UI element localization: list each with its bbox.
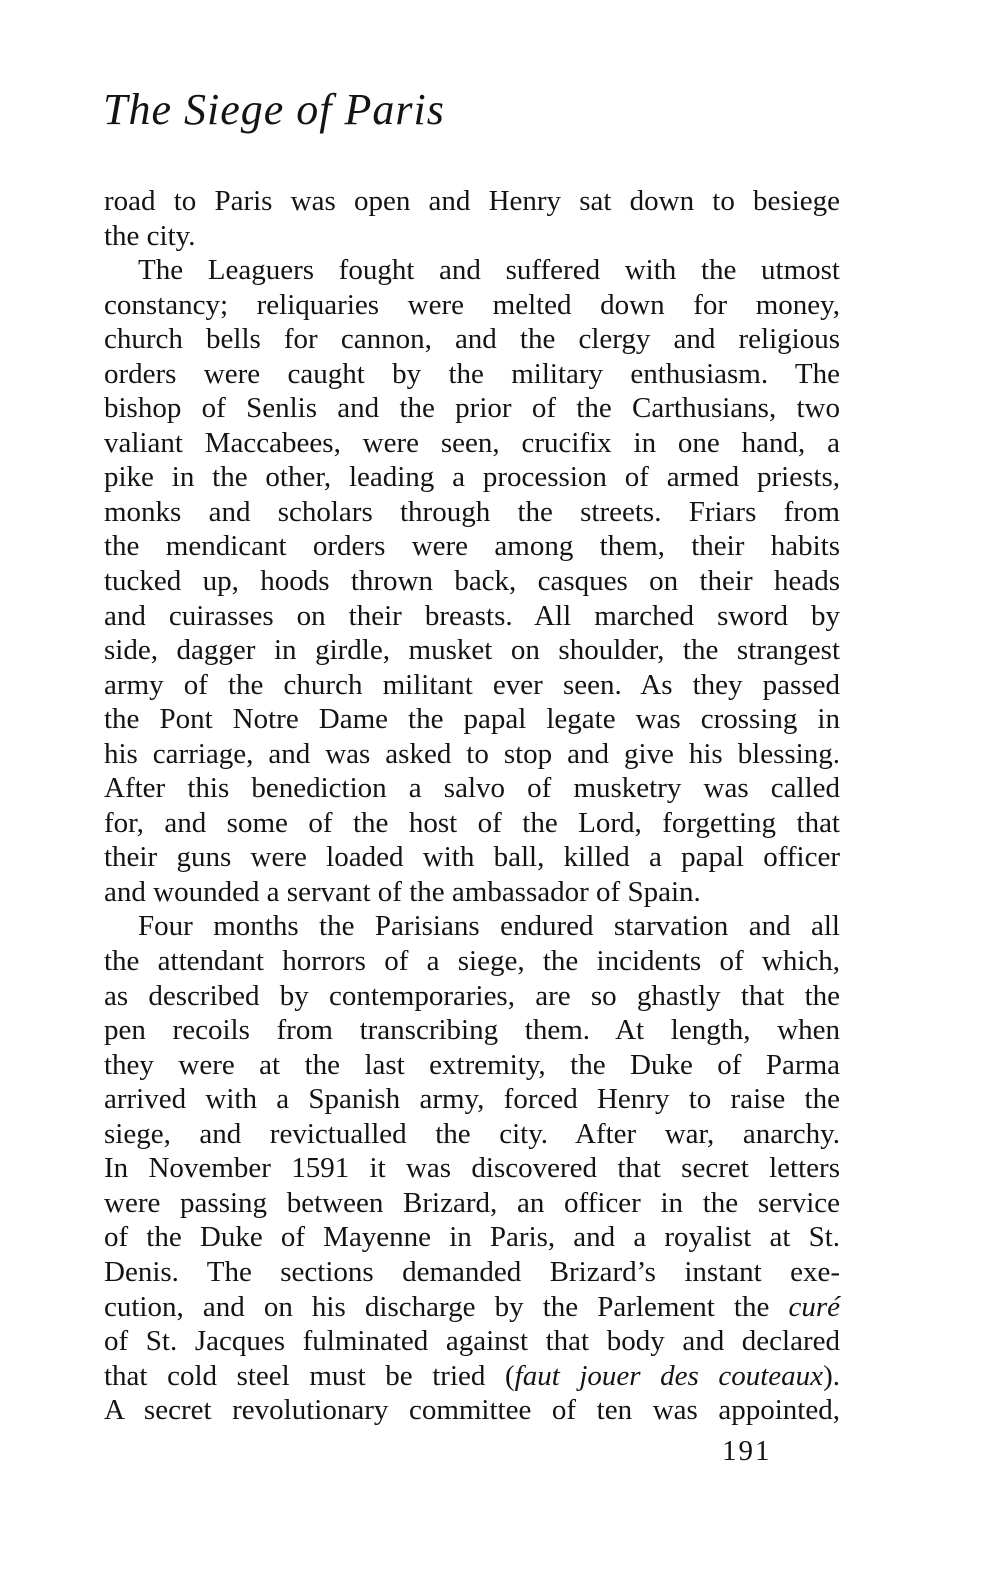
text-line: [104, 1255, 840, 1290]
page-number: 191: [722, 1435, 772, 1467]
text-segment: were passing between Brizard, an officer in the service: [104, 1186, 840, 1219]
text-line: [104, 944, 840, 979]
text-segment: tucked up, hoods thrown back, casques on their heads: [104, 565, 840, 598]
text-line: [104, 184, 840, 219]
text-line: [104, 840, 840, 875]
text-line: [104, 529, 840, 564]
text-line: [104, 771, 840, 806]
text-segment: A secret revolutionary committee of ten was appointed,: [104, 1394, 840, 1427]
text-segment: church bells for cannon, and the clergy and religious: [104, 323, 840, 356]
text-segment: as described by contemporaries, are so ghastly that the: [104, 979, 840, 1012]
text-segment: bishop of Senlis and the prior of the Carthusians, two: [104, 392, 840, 425]
text-segment: their guns were loaded with ball, killed a papal officer: [104, 841, 840, 874]
text-line: [104, 1117, 840, 1152]
text-line: [104, 460, 840, 495]
text-segment: that cold steel must be tried (: [104, 1359, 515, 1392]
text-line: [104, 219, 840, 254]
text-segment: monks and scholars through the streets. Friars from: [104, 495, 840, 528]
text-line: [104, 564, 840, 599]
text-line: [104, 1393, 840, 1428]
text-segment: In November 1591 it was discovered that secret letters: [104, 1152, 840, 1185]
text-line: [104, 1048, 840, 1083]
text-segment: the Pont Notre Dame the papal legate was crossing in: [104, 703, 840, 736]
text-segment: and wounded a servant of the ambassador of Spain.: [104, 875, 701, 908]
text-line: [104, 1082, 840, 1117]
text-segment: the mendicant orders were among them, their habits: [104, 530, 840, 563]
text-line: [104, 806, 840, 841]
text-line: [104, 1013, 840, 1048]
text-segment: arrived with a Spanish army, forced Henry to raise the: [104, 1083, 840, 1116]
text-line: [104, 737, 840, 772]
text-segment: cution, and on his discharge by the Parlement the: [104, 1290, 789, 1323]
text-segment: and cuirasses on their breasts. All marched sword by: [104, 599, 840, 632]
text-segment: road to Paris was open and Henry sat down to besiege: [104, 185, 840, 217]
text-line: [104, 495, 840, 530]
text-line: [104, 875, 840, 910]
text-segment: Denis. The sections demanded Brizard’s instant exe-: [104, 1255, 840, 1288]
text-line: [104, 1151, 840, 1186]
text-segment: for, and some of the host of the Lord, forgetting that: [104, 806, 840, 839]
text-segment: siege, and revictualled the city. After war, anarchy.: [104, 1117, 840, 1150]
text-segment: his carriage, and was asked to stop and give his blessing.: [104, 737, 840, 770]
text-segment: pike in the other, leading a procession of armed priests,: [104, 461, 840, 494]
text-line: [104, 288, 840, 323]
text-line: [104, 1324, 840, 1359]
text-line: [104, 909, 840, 944]
text-segment: the attendant horrors of a siege, the incidents of which,: [104, 945, 840, 978]
text-segment: of the Duke of Mayenne in Paris, and a royalist at St.: [104, 1221, 840, 1254]
text-segment: Four months the Parisians endured starvation and all: [138, 910, 840, 943]
text-line: [104, 357, 840, 392]
text-segment: After this benediction a salvo of musketry was called: [104, 772, 840, 805]
text-line: [104, 391, 840, 426]
body-text: [104, 184, 840, 1428]
text-segment: orders were caught by the military enthusiasm. The: [104, 357, 840, 390]
text-line: [104, 1359, 840, 1394]
text-line: [104, 1290, 840, 1325]
text-line: [104, 702, 840, 737]
text-segment: The Leaguers fought and suffered with the utmost: [138, 254, 840, 287]
text-segment: side, dagger in girdle, musket on shoulder, the strangest: [104, 634, 840, 667]
italic-text: faut jouer des couteaux: [514, 1359, 824, 1392]
text-segment: army of the church militant ever seen. As they passed: [104, 668, 840, 701]
text-line: [104, 426, 840, 461]
text-line: [104, 1220, 840, 1255]
text-segment: constancy; reliquaries were melted down for money,: [104, 288, 840, 321]
text-segment: they were at the last extremity, the Duke of Parma: [104, 1048, 840, 1081]
text-line: [104, 322, 840, 357]
text-segment: of St. Jacques fulminated against that body and declared: [104, 1325, 840, 1358]
text-line: [104, 253, 840, 288]
running-head: The Siege of Paris: [103, 85, 445, 134]
text-line: [104, 633, 840, 668]
text-line: [104, 1186, 840, 1221]
text-segment: ).: [823, 1359, 840, 1392]
italic-text: curé: [788, 1290, 840, 1323]
text-line: [104, 668, 840, 703]
text-segment: the city.: [104, 219, 196, 252]
text-line: [104, 599, 840, 634]
text-segment: pen recoils from transcribing them. At length, when: [104, 1014, 840, 1047]
text-line: [104, 979, 840, 1014]
text-segment: valiant Maccabees, were seen, crucifix in one hand, a: [104, 426, 840, 459]
